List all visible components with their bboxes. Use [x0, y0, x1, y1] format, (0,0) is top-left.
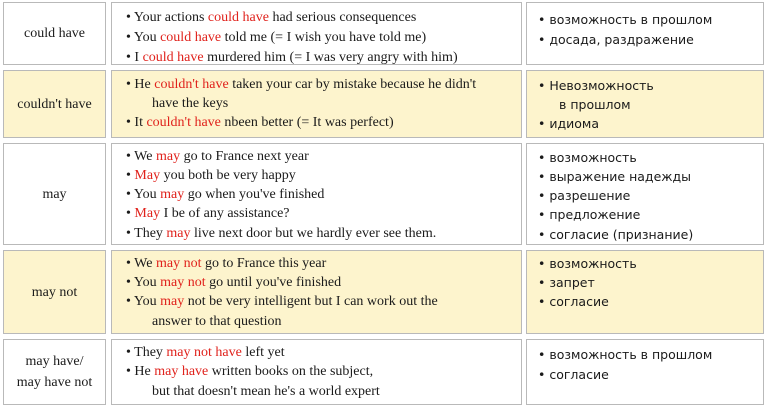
meaning-line: • согласие (признание): [538, 227, 694, 242]
modal-label: may have/ may have not: [16, 354, 93, 390]
meaning-line: • запрет: [538, 275, 595, 290]
example-line: • May I be of any assistance?: [126, 206, 290, 221]
examples-cell: [111, 250, 522, 334]
example-line: • He couldn't have taken your car by mistake because he didn't: [126, 77, 477, 92]
modal-highlight: couldn't have: [154, 77, 229, 92]
example-line: • You could have told me (= I wish you have told me): [126, 30, 427, 45]
meaning-line: • согласие: [538, 367, 609, 382]
meaning-line: • досада, раздражение: [538, 32, 694, 47]
modal-highlight: may have: [154, 364, 209, 379]
modal-highlight: could have: [207, 10, 269, 25]
meaning-line: • возможность: [538, 256, 637, 271]
modal-highlight: May: [134, 168, 161, 183]
modal-cell: [3, 339, 106, 405]
meanings-cell: [526, 250, 764, 334]
example-line: • You may go when you've finished: [126, 187, 325, 202]
example-line: • May you both be very happy: [126, 168, 296, 183]
examples-cell: [111, 143, 522, 245]
modal-label: may not: [31, 284, 78, 300]
meaning-line: • идиома: [538, 116, 599, 131]
meanings-cell: [526, 339, 764, 405]
meanings-cell: [526, 143, 764, 245]
table-row: [0, 339, 767, 405]
meanings-cell: [526, 2, 764, 65]
meaning-line: • согласие: [538, 294, 609, 309]
meaning-line: • возможность в прошлом: [538, 12, 713, 27]
example-line: • I could have murdered him (= I was very angry with him): [126, 50, 458, 65]
modal-highlight: couldn't have: [146, 115, 221, 130]
example-line: • You may not be very intelligent but I can work out the: [126, 294, 438, 309]
modal-label: couldn't have: [17, 96, 92, 112]
modal-highlight: may: [166, 226, 191, 241]
example-line: • They may not have left yet: [126, 345, 285, 360]
modal-cell: [3, 143, 106, 245]
meanings-cell: [526, 70, 764, 138]
example-line: • It couldn't have nbeen better (= It was perfect): [126, 115, 394, 130]
example-line: • We may go to France next year: [126, 149, 309, 164]
modal-highlight: May: [134, 206, 161, 221]
modal-highlight: may not have: [166, 345, 242, 360]
meaning-line: • предложение: [538, 207, 641, 222]
meaning-line: • возможность в прошлом: [538, 347, 713, 362]
modal-cell: [3, 70, 106, 138]
modal-highlight: may not: [160, 275, 206, 290]
meaning-line: в прошлом: [559, 97, 631, 112]
modal-cell: [3, 2, 106, 65]
example-line: • You may not go until you've finished: [126, 275, 342, 290]
meaning-line: • выражение надежды: [538, 169, 692, 184]
example-line: • He may have written books on the subject,: [126, 364, 374, 379]
modal-label: could have: [23, 26, 86, 41]
table-row: [0, 70, 767, 138]
table-row: [0, 250, 767, 334]
modal-label: may: [42, 186, 67, 202]
meaning-line: • возможность: [538, 150, 637, 165]
example-line: but that doesn't mean he's a world expert: [152, 384, 380, 399]
example-line: answer to that question: [152, 314, 282, 329]
modal-highlight: could have: [142, 50, 204, 65]
example-line: • Your actions could have had serious consequences: [126, 10, 417, 25]
example-line: • We may not go to France this year: [126, 256, 327, 271]
example-line: • They may live next door but we hardly ever see them.: [126, 226, 437, 241]
modal-highlight: could have: [160, 30, 222, 45]
table-row: [0, 143, 767, 245]
modal-highlight: may not: [155, 256, 202, 271]
modal-highlight: may: [155, 149, 181, 164]
example-line: have the keys: [152, 96, 229, 111]
modal-cell: [3, 250, 106, 334]
examples-cell: [111, 2, 522, 65]
modal-highlight: may: [160, 294, 185, 309]
examples-cell: [111, 70, 522, 138]
modal-highlight: may: [160, 187, 185, 202]
meaning-line: • разрешение: [538, 188, 631, 203]
table-row: [0, 2, 767, 65]
meaning-line: • Невозможность: [538, 78, 654, 93]
examples-cell: [111, 339, 522, 405]
